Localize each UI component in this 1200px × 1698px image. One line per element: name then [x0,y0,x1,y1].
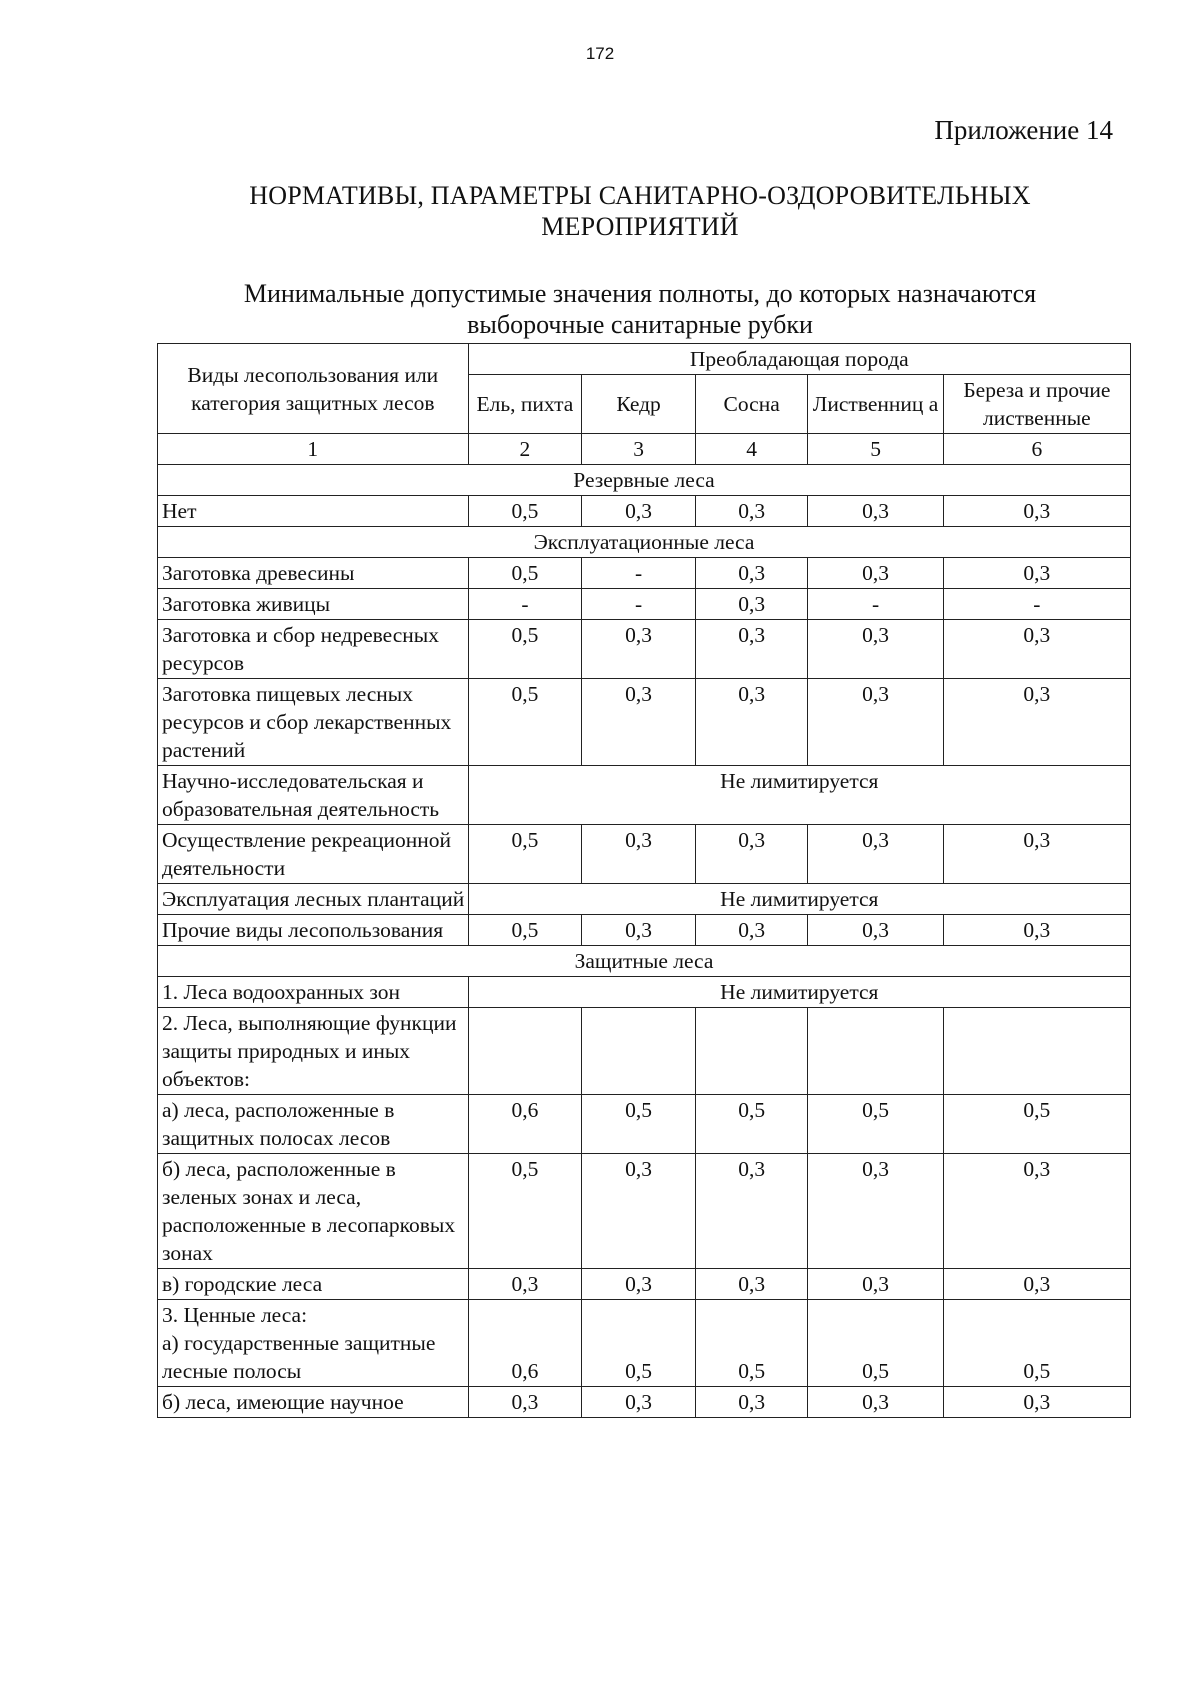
table-row [158,558,1131,589]
value-cell: 0,5 [468,1154,582,1269]
table-body [158,465,1131,1418]
value-cell: 0,3 [943,620,1130,679]
row-label: в) городские леса [158,1269,469,1300]
table-row [158,1095,1131,1154]
value-cell: 0,5 [695,1095,808,1154]
page-number: 172 [585,44,615,63]
row-label: Заготовка живицы [158,589,469,620]
value-cell: 0,3 [808,825,943,884]
value-cell: 0,3 [808,679,943,766]
table-row [158,825,1131,884]
header-species-birch: Береза и прочие лиственные [943,375,1130,434]
value-cell: 0,3 [582,1387,696,1418]
table-row [158,1387,1131,1418]
table-row [158,589,1131,620]
row-label: Заготовка пищевых лесных ресурсов и сбор лекарственных растений [158,679,469,766]
value-cell: 0,5 [808,1300,943,1387]
value-cell: 0,3 [943,1154,1130,1269]
document-title-line: НОРМАТИВЫ, ПАРАМЕТРЫ САНИТАРНО-ОЗДОРОВИТЕЛЬНЫХ [249,181,1031,210]
table-row [158,620,1131,679]
value-cell: 0,5 [468,558,582,589]
column-number: 1 [158,434,469,465]
value-cell: 0,3 [695,496,808,527]
unlimited-value: Не лимитируется [468,766,1130,825]
value-cell: 0,3 [808,915,943,946]
section-title: Резервные леса [158,465,1131,496]
value-cell: - [808,589,943,620]
table-row [158,977,1131,1008]
table-caption [160,278,1120,340]
value-cell: 0,3 [808,1269,943,1300]
table-row [158,1300,1131,1387]
table-row [158,884,1131,915]
table-row [158,1154,1131,1269]
column-number: 4 [695,434,808,465]
value-cell: 0,3 [943,679,1130,766]
value-cell: 0,3 [943,496,1130,527]
value-cell: 0,3 [695,1154,808,1269]
value-cell: 0,3 [695,825,808,884]
table-row [158,496,1131,527]
value-cell: 0,5 [943,1300,1130,1387]
row-label: Заготовка древесины [158,558,469,589]
header-row [158,344,1131,375]
value-cell: 0,5 [808,1095,943,1154]
header-species-pine: Сосна [695,375,808,434]
row-label: 2. Леса, выполняющие функции защиты природных и иных объектов: [158,1008,469,1095]
value-cell: 0,5 [468,496,582,527]
row-label: 1. Леса водоохранных зон [158,977,469,1008]
row-label: б) леса, расположенные в зеленых зонах и леса, расположенные в лесопарковых зонах [158,1154,469,1269]
value-cell: 0,3 [695,1269,808,1300]
value-cell: 0,3 [695,589,808,620]
table-row [158,1008,1131,1095]
value-cell: 0,5 [943,1095,1130,1154]
value-cell: 0,5 [468,620,582,679]
section-title: Защитные леса [158,946,1131,977]
table-row [158,915,1131,946]
table-caption-line: Минимальные допустимые значения полноты, до которых назначаются [243,279,1037,308]
table-caption-line: выборочные санитарные рубки [467,310,813,339]
value-cell: 0,3 [695,558,808,589]
value-cell: - [468,589,582,620]
column-number: 2 [468,434,582,465]
value-cell [582,1008,696,1095]
value-cell: 0,6 [468,1300,582,1387]
value-cell: 0,3 [582,679,696,766]
value-cell [808,1008,943,1095]
unlimited-value: Не лимитируется [468,977,1130,1008]
value-cell: 0,3 [695,620,808,679]
section-row [158,527,1131,558]
value-cell [695,1008,808,1095]
value-cell: 0,3 [943,915,1130,946]
value-cell: 0,5 [468,679,582,766]
value-cell: 0,3 [808,558,943,589]
section-row [158,946,1131,977]
value-cell: 0,3 [695,915,808,946]
section-row [158,465,1131,496]
value-cell: 0,3 [582,620,696,679]
section-title: Эксплуатационные леса [158,527,1131,558]
value-cell: 0,3 [808,620,943,679]
header-species-cedar: Кедр [582,375,696,434]
value-cell: 0,5 [582,1095,696,1154]
document-title-line: МЕРОПРИЯТИЙ [541,212,739,241]
value-cell: - [582,589,696,620]
table-row [158,766,1131,825]
header-forest-use: Виды лесопользования или категория защитных лесов [158,344,469,434]
value-cell: 0,5 [468,915,582,946]
value-cell: 0,3 [582,1269,696,1300]
row-label: Прочие виды лесопользования [158,915,469,946]
row-label: Эксплуатация лесных плантаций [158,884,469,915]
column-number: 5 [808,434,943,465]
value-cell: 0,5 [582,1300,696,1387]
value-cell: 0,3 [582,825,696,884]
table-row [158,1269,1131,1300]
header-species-spruce: Ель, пихта [468,375,582,434]
value-cell [468,1008,582,1095]
row-label: 3. Ценные леса: а) государственные защитные лесные полосы [158,1300,469,1387]
value-cell: - [582,558,696,589]
value-cell: 0,3 [808,496,943,527]
row-label: а) леса, расположенные в защитных полосах лесов [158,1095,469,1154]
value-cell: 0,3 [943,825,1130,884]
column-number-row [158,434,1131,465]
value-cell: 0,3 [582,496,696,527]
row-label: Нет [158,496,469,527]
value-cell: 0,3 [808,1154,943,1269]
appendix-label: Приложение 14 [934,115,1113,145]
value-cell: 0,3 [695,679,808,766]
table-row [158,679,1131,766]
value-cell: - [943,589,1130,620]
row-label: Научно-исследовательская и образовательная деятельность [158,766,469,825]
value-cell: 0,3 [943,1387,1130,1418]
unlimited-value: Не лимитируется [468,884,1130,915]
value-cell: 0,3 [695,1387,808,1418]
column-number: 6 [943,434,1130,465]
value-cell: 0,3 [582,915,696,946]
row-label: Заготовка и сбор недревесных ресурсов [158,620,469,679]
header-species-larch: Лиственниц а [808,375,943,434]
value-cell: 0,5 [468,825,582,884]
value-cell [943,1008,1130,1095]
value-cell: 0,3 [943,1269,1130,1300]
value-cell: 0,3 [943,558,1130,589]
column-number: 3 [582,434,696,465]
header-prevailing-species: Преобладающая порода [468,344,1130,375]
value-cell: 0,3 [808,1387,943,1418]
value-cell: 0,5 [695,1300,808,1387]
value-cell: 0,3 [582,1154,696,1269]
norms-table [157,343,1131,1418]
row-label: б) леса, имеющие научное [158,1387,469,1418]
value-cell: 0,3 [468,1387,582,1418]
document-title [160,180,1120,242]
row-label: Осуществление рекреационной деятельности [158,825,469,884]
value-cell: 0,6 [468,1095,582,1154]
value-cell: 0,3 [468,1269,582,1300]
